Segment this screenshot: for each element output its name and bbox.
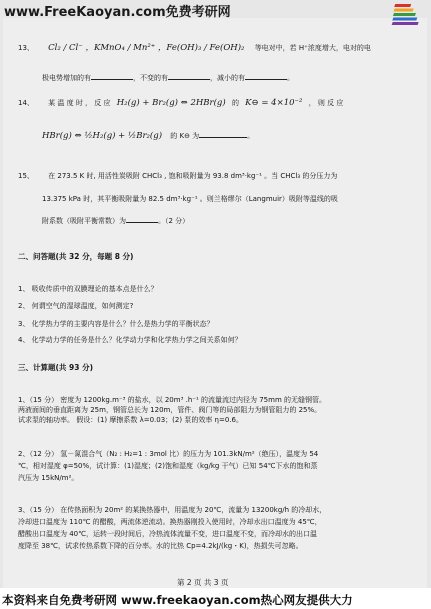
question-text: 的 bbox=[231, 99, 239, 107]
problem-1-line-3: 试求泵的轴功率。 假设：(1) 摩擦系数 λ=0.03；(2) 泵的效率 η=0.6。 bbox=[18, 416, 243, 424]
question-14-line-2 bbox=[42, 131, 254, 141]
question-text: 在 273.5 K 时, 用活性炭吸附 CHCl₃ , 饱和吸附量为 93.8 dm³·kg⁻¹ 。当 CHCl₃ 的分压力为 bbox=[48, 172, 338, 180]
section-2-title: 二、问答题(共 32 分，每题 8 分) bbox=[18, 252, 134, 261]
question-text: 极电势增加的有 bbox=[42, 74, 91, 82]
question-14-line-1 bbox=[18, 99, 343, 108]
question-15-line-3 bbox=[42, 216, 189, 226]
problem-1-line-2: 两液面间的垂直距离为 25m，钢管总长为 120m，管件、阀门等的局部阻力为钢管阻力的 25%。 bbox=[18, 406, 322, 414]
question-text: 。 bbox=[247, 132, 255, 140]
equilibrium-constant: K⊖ = 4×10⁻² bbox=[245, 98, 303, 108]
page-number: 第 2 页 共 3 页 bbox=[177, 578, 229, 587]
section-2-item-3: 3、 化学热力学的主要内容是什么？什么是热力学的平衡状态？ bbox=[18, 320, 214, 328]
question-13-line-1 bbox=[18, 44, 371, 53]
problem-3-line-4: 度降至 38℃，试求传热系数下降的百分率。水的比热 Cp=4.2kJ/(kg・K)，热损失可忽略。 bbox=[18, 542, 303, 550]
question-text: 附系数（吸附平衡常数）为 bbox=[42, 217, 126, 225]
question-15-line-2: 13.375 kPa 时，其平衡吸附量为 82.5 dm³·kg⁻¹ 。则兰格缪尔（Langmuir）吸附等温线的吸 bbox=[42, 195, 338, 203]
question-text: ， 则 反 应 bbox=[308, 99, 344, 107]
redox-couples: Cl₂ / Cl⁻ ，KMnO₄ / Mn²⁺ ，Fe(OH)₃ / Fe(OH)₂ bbox=[48, 43, 245, 53]
section-3-title: 三、计算题(共 93 分) bbox=[18, 363, 94, 372]
section-2-item-2: 2、 何谓空气的湿球温度，如何测定? bbox=[18, 302, 134, 310]
problem-1-line-1: 1、（15 分） 密度为 1200kg.m⁻³ 的盐水，以 20m³ .h⁻¹ 的流量流过内径为 75mm 的无缝钢管。 bbox=[18, 396, 326, 404]
problem-3-line-2: 冷却进口温度为 110℃ 的醋酸，两流体逆流动。换热器刚投入使用时，冷却水出口温度为 45℃， bbox=[18, 518, 322, 526]
answer-blank bbox=[168, 73, 210, 80]
problem-2-line-2: ℃，相对湿度 φ=50%，试计算：(1)湿度；(2)饱和湿度（kg/kg 干气）已知 54℃下水的饱和蒸 bbox=[18, 462, 318, 470]
question-number: 14、 bbox=[18, 99, 34, 107]
reaction-equation: H₂(g) + Br₂(g) ⇔ 2HBr(g) bbox=[116, 98, 226, 108]
answer-blank bbox=[199, 131, 247, 138]
answer-blank bbox=[126, 216, 158, 223]
question-13-line-2 bbox=[42, 73, 294, 83]
section-2-item-4: 4、 化学动力学的任务是什么？化学动力学和化学热力学之间关系如何？ bbox=[18, 336, 242, 344]
question-text: 。（2 分） bbox=[158, 217, 190, 225]
problem-3-line-1: 3、（15 分） 在传热面积为 20m² 的某换热器中，用温度为 20℃，流量为 13200kg/h 的冷却水， bbox=[18, 506, 327, 514]
reaction-equation: HBr(g) ⇔ ½H₂(g) + ½Br₂(g) bbox=[42, 131, 163, 141]
problem-2-line-1: 2、（12 分） 氢－氮混合气（N₂ : H₂=1 : 3mol 比）的压力为 101.3kN/m²（绝压），温度为 54 bbox=[18, 450, 319, 458]
question-text: 等电对中，若 H⁺浓度增大，电对的电 bbox=[254, 44, 371, 52]
problem-2-line-3: 汽压为 15kN/m²。 bbox=[18, 474, 79, 482]
question-text: 某 温 度 时 ， 反 应 bbox=[48, 99, 111, 107]
answer-blank bbox=[91, 73, 133, 80]
question-15-line-1 bbox=[18, 172, 337, 181]
question-text: ，减小的有 bbox=[210, 74, 245, 82]
site-banner-top[interactable]: www.FreeKaoyan.com免费考研网 bbox=[4, 5, 231, 20]
section-2-item-1: 1、 吸收传质中的双膜理论的基本点是什么？ bbox=[18, 285, 158, 293]
question-number: 15、 bbox=[18, 172, 34, 180]
brand-logo-icon bbox=[382, 2, 426, 26]
question-text: ，不变的有 bbox=[133, 74, 168, 82]
site-banner-bottom[interactable]: 本资料来自免费考研网 www.freekaoyan.com热心网友提供大力 bbox=[2, 593, 353, 607]
problem-3-line-3: 醋酸出口温度为 40℃，运转一段时间后，冷热流体流量不变，进口温度不变，而冷却水的出口温 bbox=[18, 530, 317, 538]
question-text: 的 K⊖ 为 bbox=[170, 132, 200, 140]
question-text: 。 bbox=[287, 74, 294, 82]
answer-blank bbox=[245, 73, 287, 80]
question-number: 13、 bbox=[18, 44, 34, 52]
